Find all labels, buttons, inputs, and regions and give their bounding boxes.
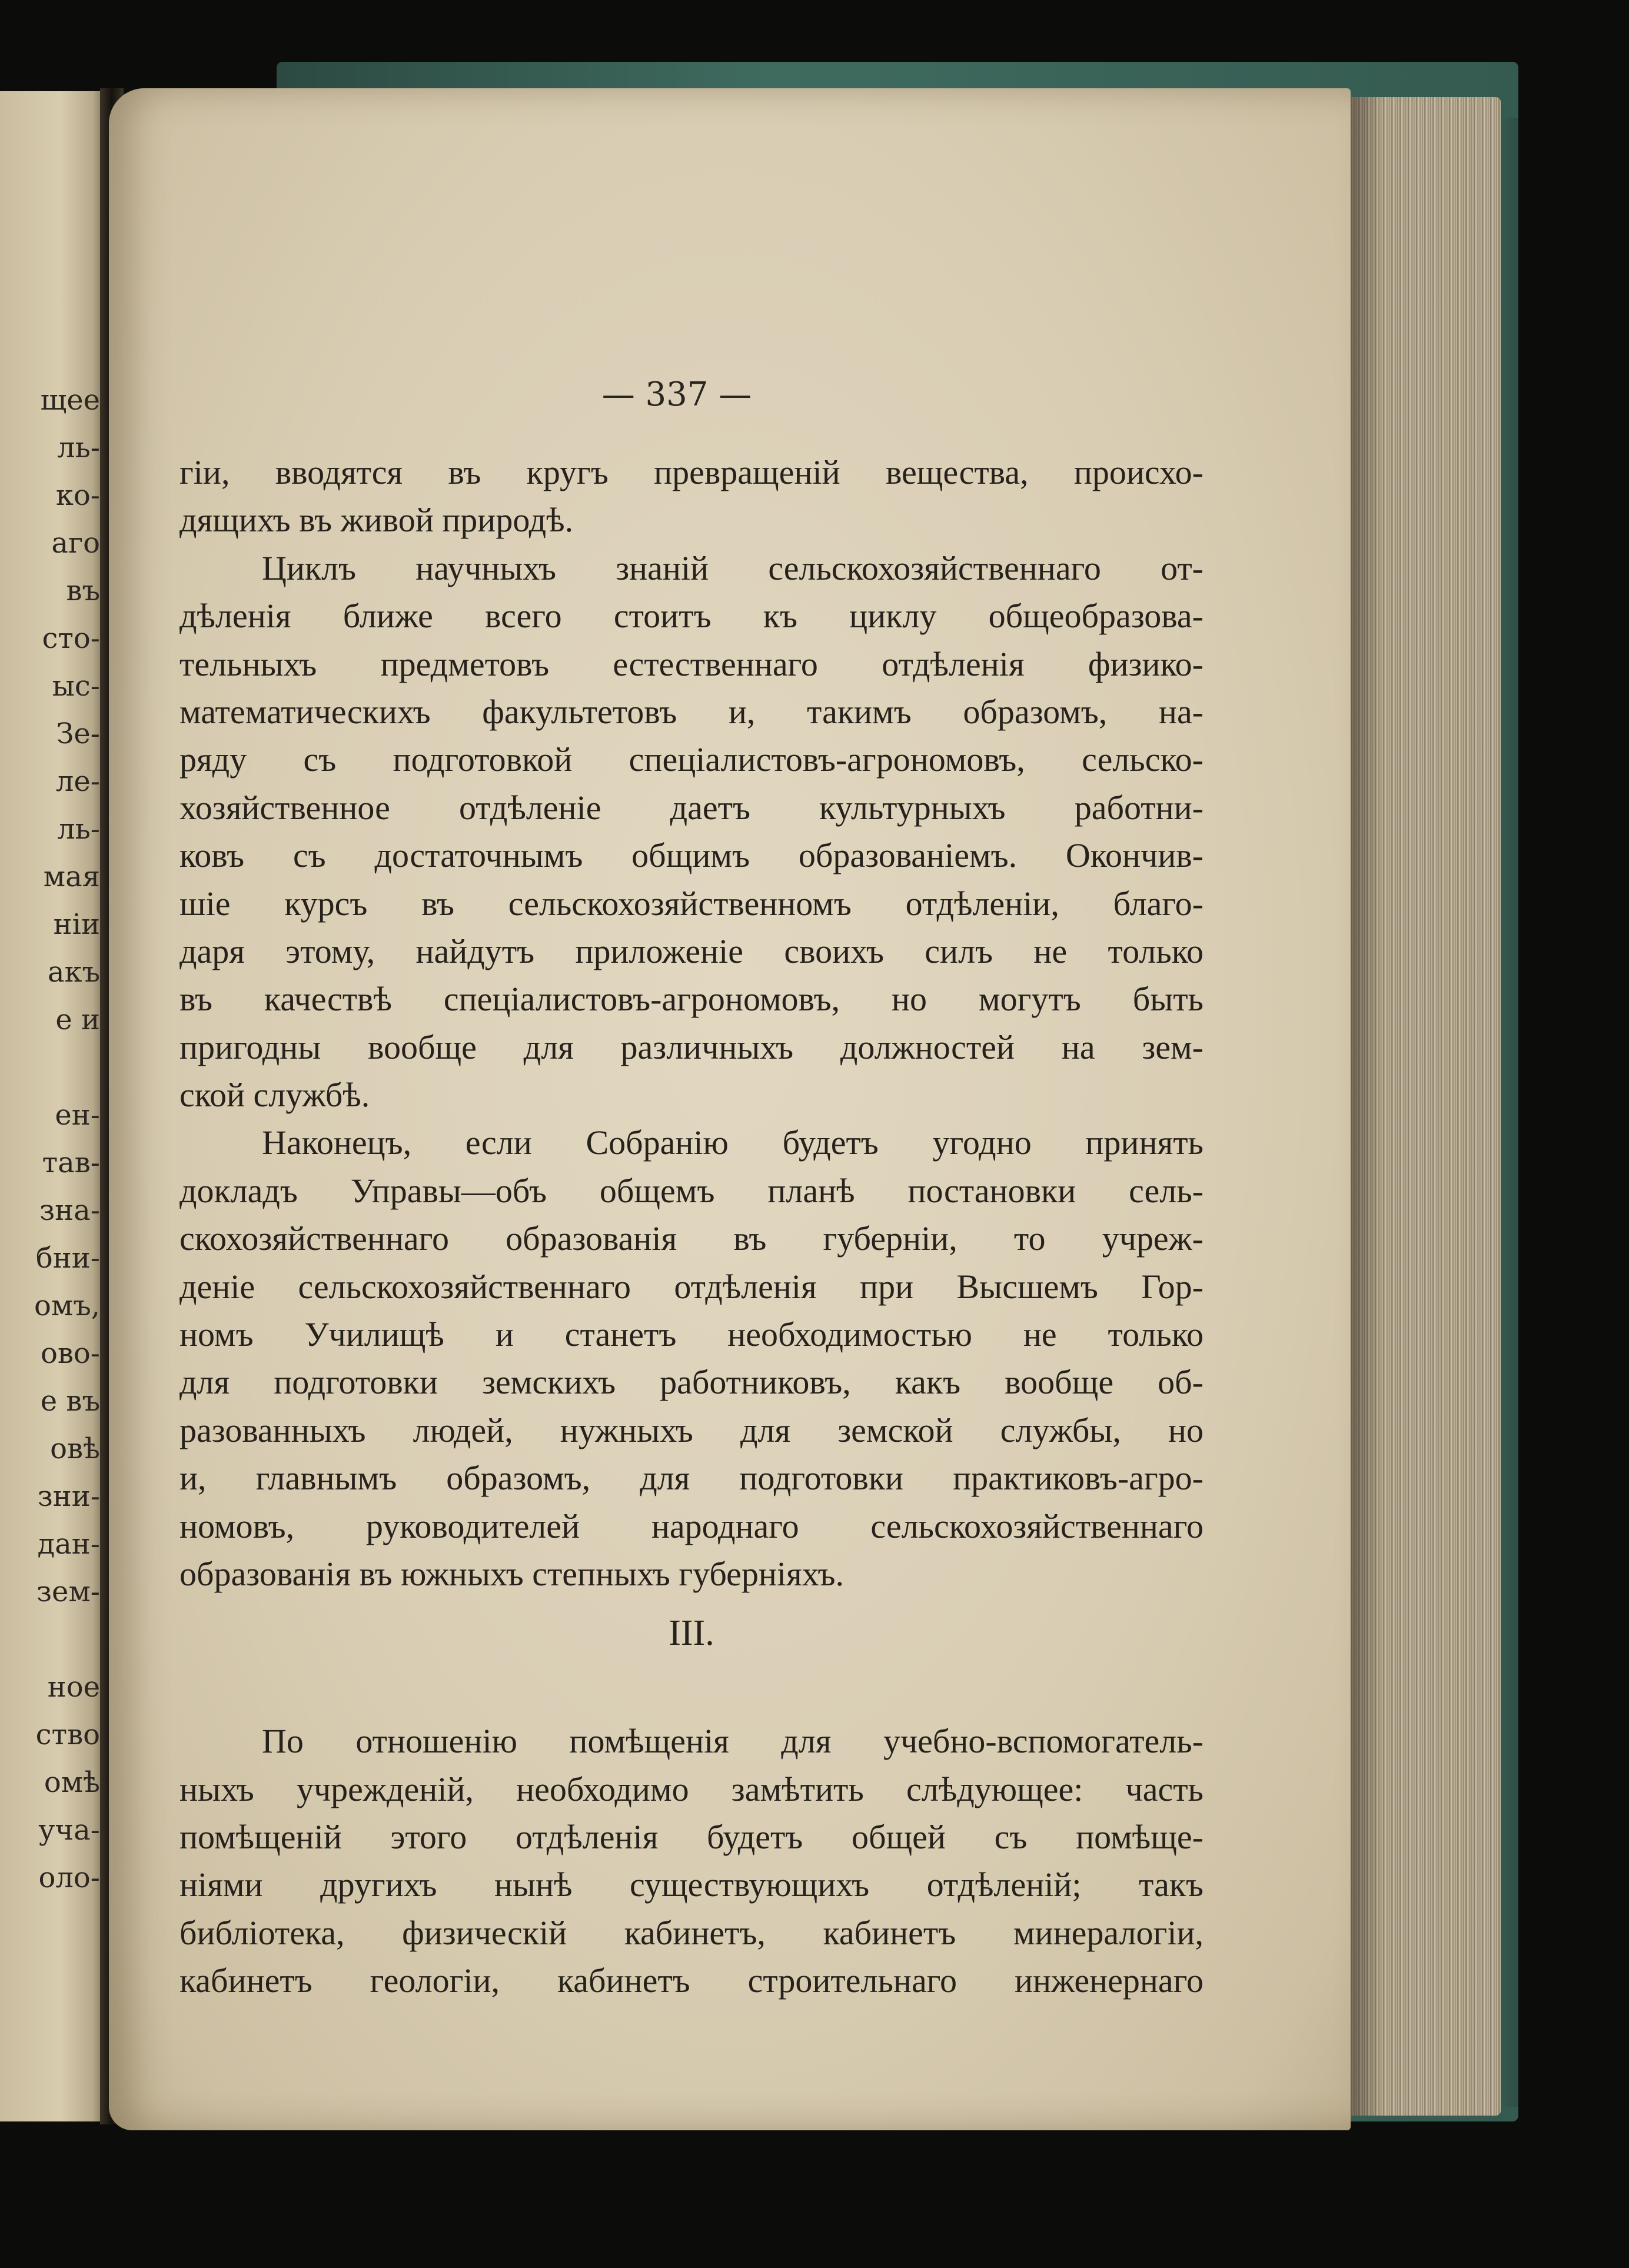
text-line: номъ Училищѣ и станетъ необходимостью не только	[179, 1315, 1204, 1354]
left-line: ніи	[53, 908, 100, 941]
left-line: дан-	[37, 1528, 100, 1561]
left-line: Зе-	[56, 717, 100, 750]
text-line: ряду съ подготовкой спеціалистовъ-агрономовъ, сельско-	[179, 740, 1204, 779]
left-line: уча-	[38, 1814, 100, 1847]
left-line: ово-	[40, 1337, 100, 1370]
left-line: мая	[43, 860, 100, 893]
right-page	[109, 88, 1351, 2130]
left-line	[0, 1044, 100, 1092]
section-heading: III.	[669, 1613, 714, 1654]
text-line: образованія въ южныхъ степныхъ губерніяхъ.	[179, 1554, 844, 1593]
left-line: ыс-	[52, 670, 100, 703]
left-line: оло-	[38, 1861, 100, 1894]
text-line: для подготовки земскихъ работниковъ, какъ вообще об-	[179, 1363, 1204, 1402]
page-body	[179, 448, 1204, 2005]
left-line: аго	[51, 527, 100, 560]
text-line: гіи, вводятся въ кругъ превращеній вещества, происхо-	[179, 453, 1204, 491]
section-spacer	[179, 1694, 1204, 1717]
text-line: ныхъ учрежденій, необходимо замѣтить слѣдующее: часть	[179, 1770, 1204, 1808]
text-line: пригодны вообще для различныхъ должностей на зем-	[179, 1027, 1204, 1066]
left-line: зем-	[36, 1575, 100, 1608]
text-line: шіе курсъ въ сельскохозяйственномъ отдѣленіи, благо-	[179, 884, 1204, 923]
left-line: омѣ	[44, 1766, 100, 1799]
text-line: помѣщеній этого отдѣленія будетъ общей съ помѣще-	[179, 1817, 1204, 1856]
left-line: ное	[47, 1671, 100, 1704]
left-line: ко-	[55, 479, 100, 512]
left-line: ле-	[55, 765, 100, 798]
left-line	[0, 1616, 100, 1664]
left-line: ен-	[55, 1099, 100, 1132]
left-line: бни-	[35, 1242, 100, 1275]
text-line: ніями другихъ нынѣ существующихъ отдѣленій; такъ	[179, 1865, 1204, 1904]
left-line: е въ	[40, 1385, 100, 1418]
text-line: разованныхъ людей, нужныхъ для земской службы, но	[179, 1411, 1204, 1449]
text-line: хозяйственное отдѣленіе даетъ культурныхъ работни-	[179, 788, 1204, 827]
text-line: скохозяйственнаго образованія въ губерніи, то учреж-	[179, 1219, 1204, 1258]
text-line: тельныхъ предметовъ естественнаго отдѣленія физико-	[179, 644, 1204, 683]
page-number: — 337 —	[601, 375, 752, 414]
text-line: Наконецъ, если Собранію будетъ угодно принять	[262, 1123, 1204, 1162]
left-line: е и	[55, 1003, 100, 1036]
text-line: деніе сельскохозяйственнаго отдѣленія при Высшемъ Гор-	[179, 1267, 1204, 1306]
left-line: ль-	[57, 813, 100, 846]
left-line: зни-	[37, 1480, 100, 1513]
left-page-text	[0, 377, 100, 1902]
text-line: и, главнымъ образомъ, для подготовки практиковъ-агро-	[179, 1459, 1204, 1498]
text-line: докладъ Управы—объ общемъ планѣ постановки сель-	[179, 1171, 1204, 1210]
text-line: математическихъ факультетовъ и, такимъ образомъ, на-	[179, 692, 1204, 731]
text-line: дящихъ въ живой природѣ.	[179, 501, 574, 540]
left-line: ль-	[57, 431, 100, 464]
text-line: въ качествѣ спеціалистовъ-агрономовъ, но могутъ быть	[179, 980, 1204, 1019]
left-line: акъ	[47, 956, 100, 989]
left-line: тав-	[42, 1146, 100, 1179]
text-line: ской службѣ.	[179, 1076, 370, 1115]
left-line: щее	[40, 384, 100, 417]
text-line: По отношенію помѣщенія для учебно-вспомогатель-	[262, 1722, 1204, 1761]
text-line: ковъ съ достаточнымъ общимъ образованіемъ. Окончив-	[179, 836, 1204, 875]
left-line: овѣ	[50, 1432, 100, 1465]
text-line: номовъ, руководителей народнаго сельскохозяйственнаго	[179, 1507, 1204, 1545]
left-line: ство	[35, 1718, 100, 1751]
text-line: даря этому, найдутъ приложеніе своихъ силъ не только	[179, 932, 1204, 970]
page-edges-shadow	[1348, 97, 1383, 2116]
text-line: кабинетъ геологіи, кабинетъ строительнаго инженернаго	[179, 1961, 1204, 2000]
left-line: въ	[66, 574, 100, 607]
text-line: Циклъ научныхъ знаній сельскохозяйственнаго от-	[262, 548, 1204, 587]
left-line: сто-	[42, 622, 100, 655]
text-line: библіотека, физическій кабинетъ, кабинетъ минералогіи,	[179, 1913, 1204, 1952]
left-line: омъ,	[34, 1289, 100, 1322]
left-line: зна-	[39, 1194, 100, 1227]
text-line: дѣленія ближе всего стоитъ къ циклу общеобразова-	[179, 597, 1204, 636]
